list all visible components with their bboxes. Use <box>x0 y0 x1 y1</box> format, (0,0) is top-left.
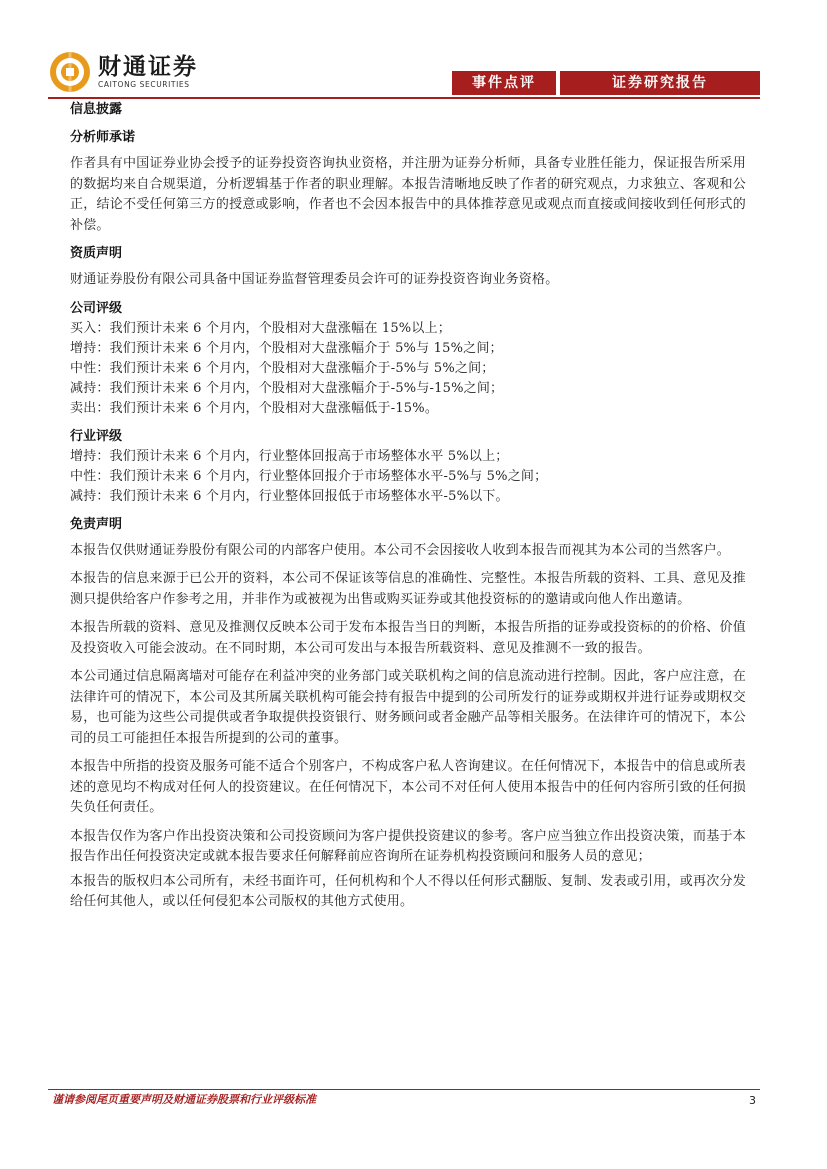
qualification-heading: 资质声明 <box>70 246 123 261</box>
company-rating-list <box>70 319 746 419</box>
company-rating-overweight: 增持：我们预计未来 6 个月内，个股相对大盘涨幅介于 5%与 15%之间； <box>70 340 503 356</box>
analyst-commitment-text: 作者具有中国证券业协会授予的证券投资咨询执业资格，并注册为证券分析师，具备专业胜任能力，保证报告所采用的数据均来自合规渠道，分析逻辑基于作者的职业理解。本报告清晰地反映了作者的研究观点，力求独立、客观和公正，结论不受任何第三方的授意或影响，作者也不会因本报告中的具体推荐意见或观点而直接或间接收到任何形式的补偿。 <box>70 156 746 233</box>
logo-chinese-name: 财通证券 <box>98 54 198 80</box>
disclaimer-paragraph: 本报告所载的资料、意见及推测仅反映本公司于发布本报告当日的判断，本报告所指的证券或投资标的的价格、价值及投资收入可能会波动。在不同时期，本公司可发出与本报告所载资料、意见及推测不一致的报告。 <box>70 620 746 656</box>
document-body <box>70 100 746 913</box>
disclosure-heading: 信息披露 <box>70 102 123 117</box>
industry-rating-overweight: 增持：我们预计未来 6 个月内，行业整体回报高于市场整体水平 5%以上； <box>70 448 509 464</box>
company-rating-neutral: 中性：我们预计未来 6 个月内，个股相对大盘涨幅介于-5%与 5%之间； <box>70 360 495 376</box>
industry-rating-underweight: 减持：我们预计未来 6 个月内，行业整体回报低于市场整体水平-5%以下。 <box>70 488 509 504</box>
company-rating-sell: 卖出：我们预计未来 6 个月内，个股相对大盘涨幅低于-15%。 <box>70 400 439 416</box>
industry-rating-neutral: 中性：我们预计未来 6 个月内，行业整体回报介于市场整体水平-5%与 5%之间； <box>70 468 548 484</box>
company-rating-heading: 公司评级 <box>70 300 123 316</box>
industry-rating-list <box>70 447 746 507</box>
header-divider <box>48 97 760 99</box>
qualification-text: 财通证券股份有限公司具备中国证券监督管理委员会许可的证券投资咨询业务资格。 <box>70 272 559 287</box>
caitong-logo-icon <box>48 50 92 94</box>
disclaimer-paragraph: 本报告仅作为客户作出投资决策和公司投资顾问为客户提供投资建议的参考。客户应当独立作出投资决策，而基于本报告作出任何投资决定或就本报告要求任何解释前应咨询所在证券机构投资顾问和服务人员的意见； <box>70 828 746 864</box>
footer-notice: 谨请参阅尾页重要声明及财通证券股票和行业评级标准 <box>52 1093 316 1106</box>
disclaimer-heading: 免责声明 <box>70 516 123 532</box>
disclaimer-paragraph: 本报告的信息来源于已公开的资料，本公司不保证该等信息的准确性、完整性。本报告所载的资料、工具、意见及推测只提供给客户作参考之用，并非作为或被视为出售或购买证券或其他投资标的的邀请或向他人作出邀请。 <box>70 571 746 607</box>
analyst-commitment-heading: 分析师承诺 <box>70 130 136 145</box>
company-rating-underweight: 减持：我们预计未来 6 个月内，个股相对大盘涨幅介于-5%与-15%之间； <box>70 380 504 396</box>
report-type-tag: 事件点评 <box>452 71 556 95</box>
disclaimer-paragraph: 本报告的版权归本公司所有，未经书面许可，任何机构和个人不得以任何形式翻版、复制、发表或引用，或再次分发给任何其他人，或以任何侵犯本公司版权的其他方式使用。 <box>70 873 746 909</box>
page-number: 3 <box>749 1094 756 1107</box>
report-category-tag: 证券研究报告 <box>560 71 760 95</box>
company-rating-buy: 买入：我们预计未来 6 个月内，个股相对大盘涨幅在 15%以上； <box>70 320 451 336</box>
footer-divider <box>48 1089 760 1090</box>
disclaimer-paragraph: 本公司通过信息隔离墙对可能存在利益冲突的业务部门或关联机构之间的信息流动进行控制。因此，客户应注意，在法律许可的情况下，本公司及其所属关联机构可能会持有报告中提到的公司所发行的证券或期权并进行证券或期权交易，也可能为这些公司提供或者争取提供投资银行、财务顾问或者金融产品等相关服务。在法律许可的情况下，本公司的员工可能担任本报告所提到的公司的董事。 <box>70 669 746 746</box>
industry-rating-heading: 行业评级 <box>70 428 123 444</box>
logo-english-name: CAITONG SECURITIES <box>98 80 190 89</box>
disclaimer-paragraph: 本报告中所指的投资及服务可能不适合个别客户，不构成客户私人咨询建议。在任何情况下，本报告中的信息或所表述的意见均不构成对任何人的投资建议。在任何情况下，本公司不对任何人使用本报告中的任何内容所引致的任何损失负任何责任。 <box>70 759 746 815</box>
disclaimer-paragraph: 本报告仅供财通证券股份有限公司的内部客户使用。本公司不会因接收人收到本报告而视其为本公司的当然客户。 <box>70 542 731 558</box>
company-logo <box>48 50 198 94</box>
page-header <box>48 50 760 98</box>
